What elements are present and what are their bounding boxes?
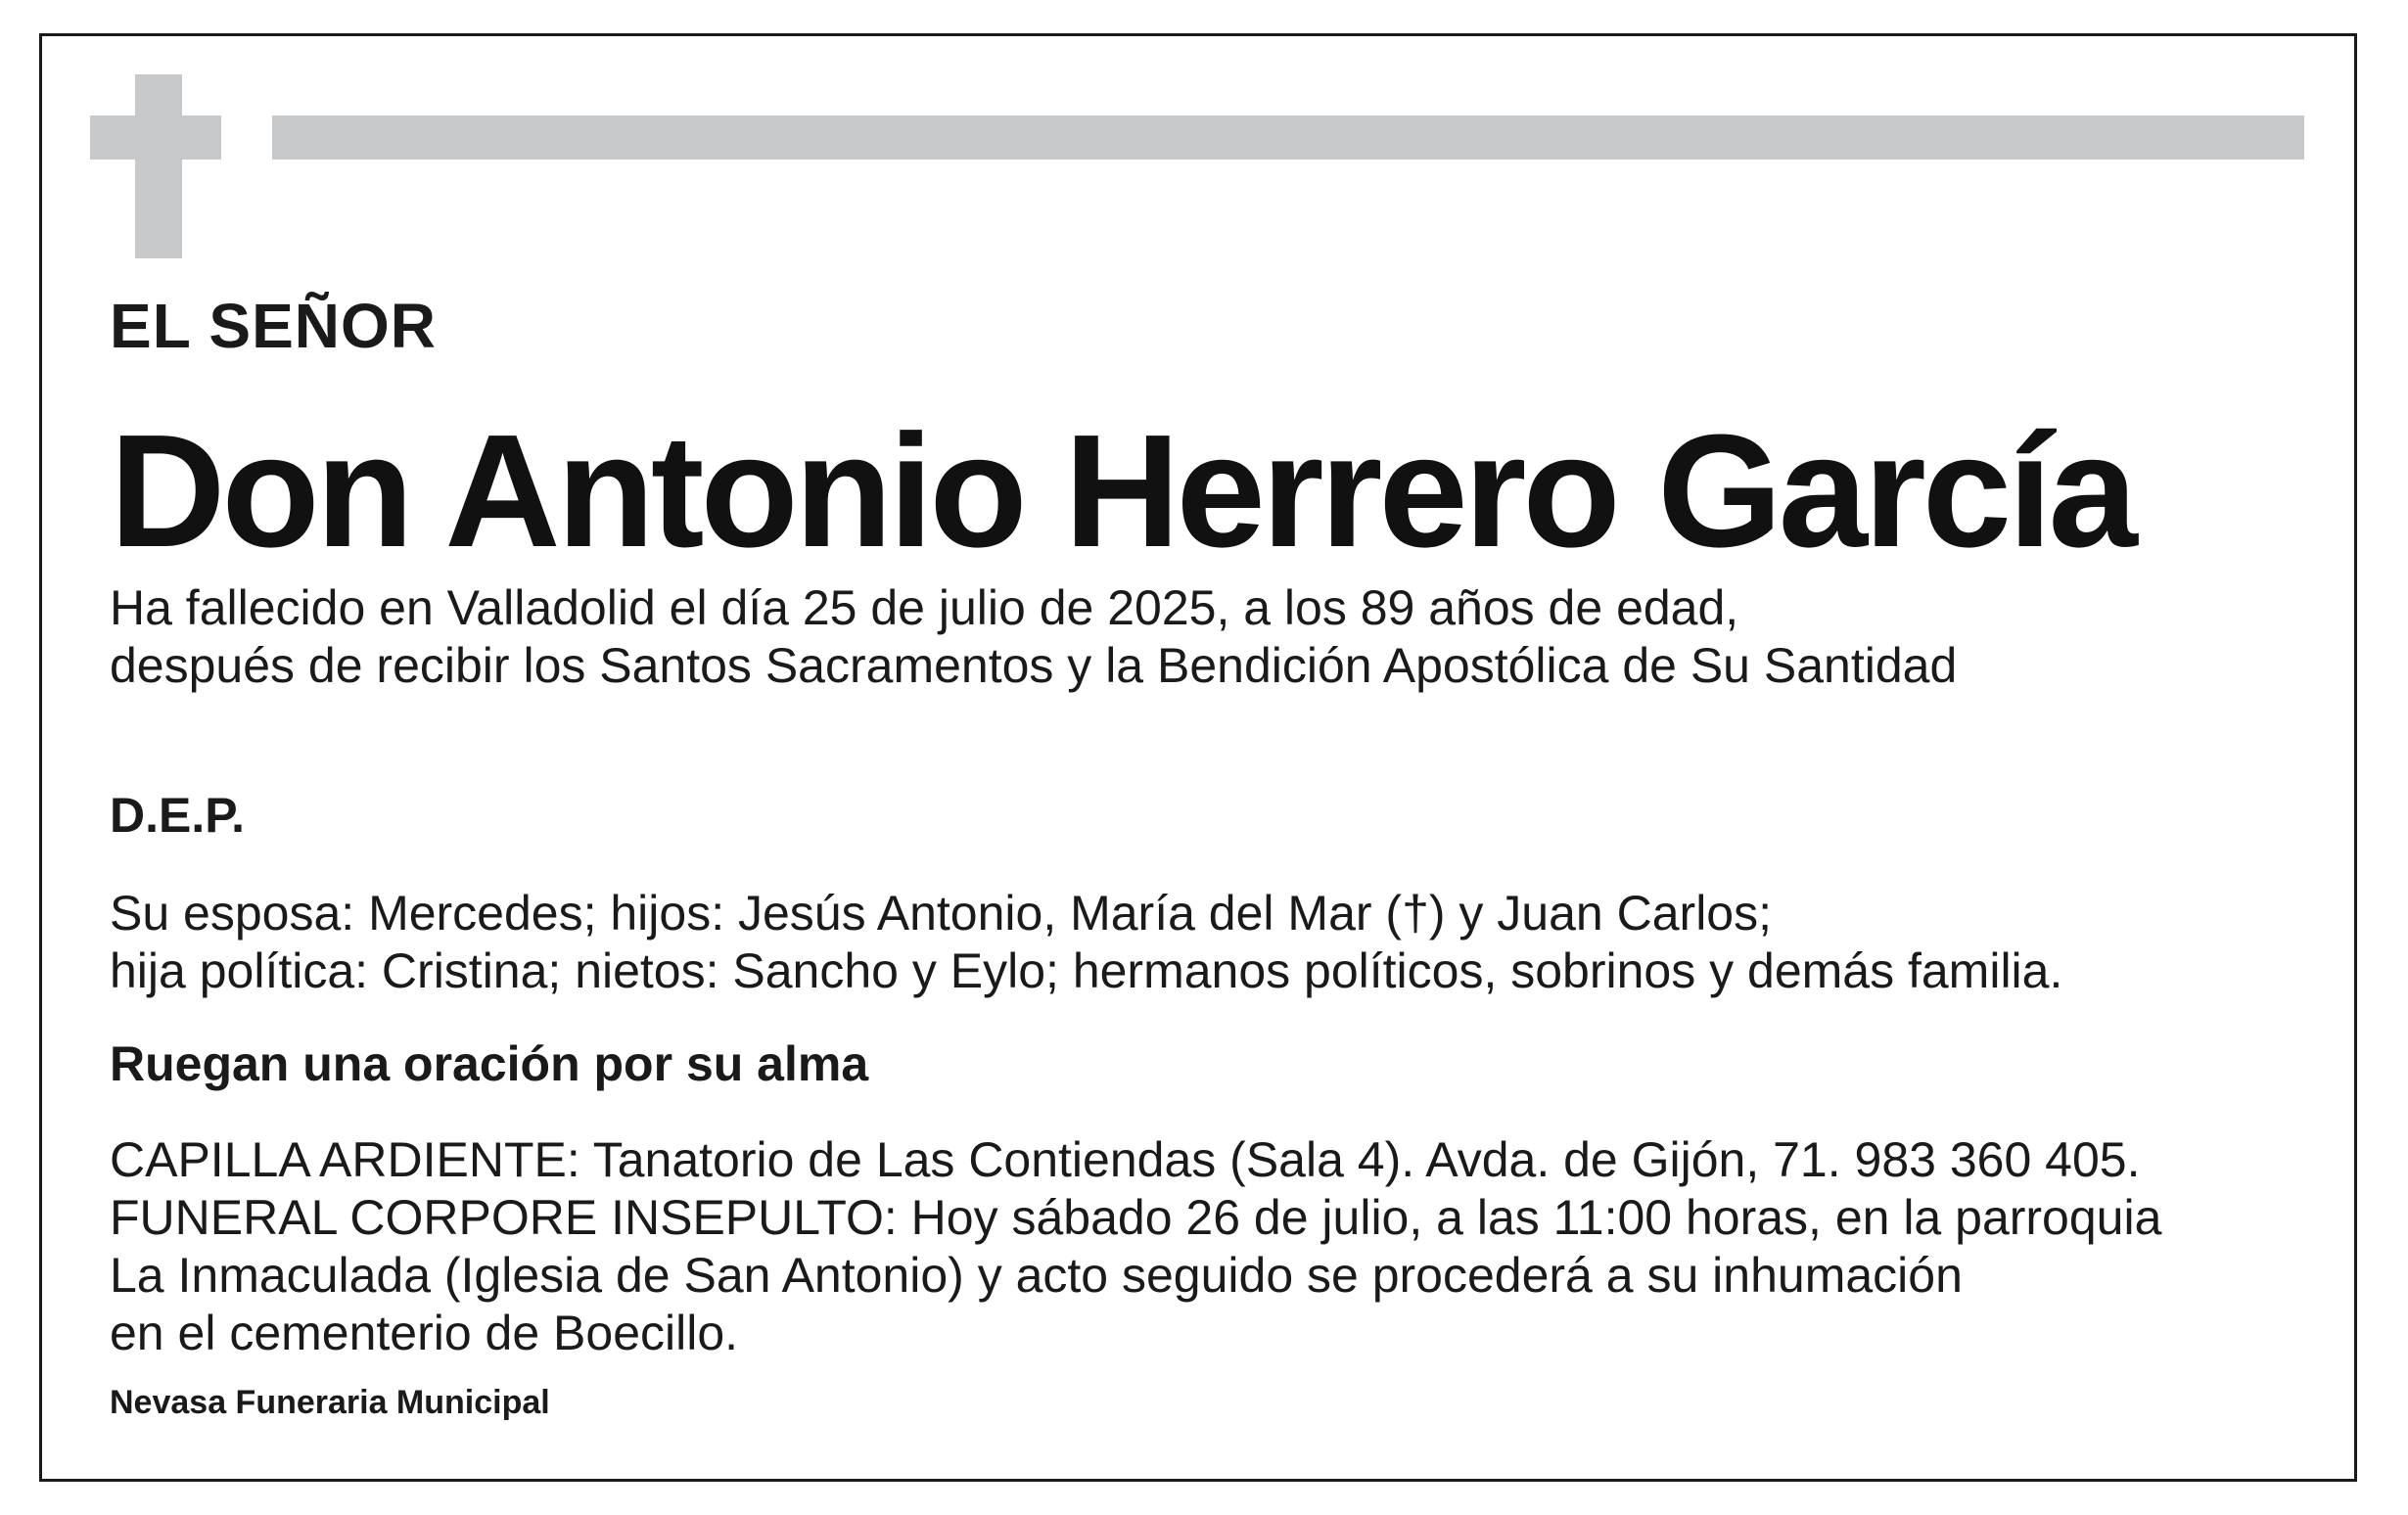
cross-icon bbox=[135, 74, 182, 258]
rip-abbreviation: D.E.P. bbox=[110, 788, 246, 843]
service-line: FUNERAL CORPORE INSEPULTO: Hoy sábado 26 de julio, a las 11:00 horas, en la parroquia bbox=[110, 1190, 2162, 1245]
service-line: La Inmaculada (Iglesia de San Antonio) y acto seguido se procederá a su inhumación bbox=[110, 1248, 1963, 1303]
header-rule bbox=[272, 115, 2304, 160]
family-line: hija política: Cristina; nietos: Sancho y Eylo; hermanos políticos, sobrinos y demás familia. bbox=[110, 943, 2063, 998]
death-notice-line: Ha fallecido en Valladolid el día 25 de julio de 2025, a los 89 años de edad, bbox=[110, 580, 1739, 635]
funeral-home-credit: Nevasa Funeraria Municipal bbox=[110, 1384, 550, 1421]
deceased-name: Don Antonio Herrero García bbox=[110, 401, 2134, 580]
cross-icon-crossbar bbox=[90, 115, 221, 160]
death-notice-line: después de recibir los Santos Sacramentos y la Bendición Apostólica de Su Santidad bbox=[110, 638, 1958, 693]
service-line: en el cementerio de Boecillo. bbox=[110, 1306, 739, 1360]
service-line: CAPILLA ARDIENTE: Tanatorio de Las Contiendas (Sala 4). Avda. de Gijón, 71. 983 360 405. bbox=[110, 1132, 2141, 1187]
service-details bbox=[110, 1131, 2161, 1362]
death-notice bbox=[110, 579, 1957, 695]
family-line: Su esposa: Mercedes; hijos: Jesús Antonio, María del Mar (†) y Juan Carlos; bbox=[110, 886, 1772, 941]
honorific-prefix: EL SEÑOR bbox=[110, 291, 437, 361]
prayer-request: Ruegan una oración por su alma bbox=[110, 1036, 869, 1091]
family-list bbox=[110, 885, 2062, 1000]
